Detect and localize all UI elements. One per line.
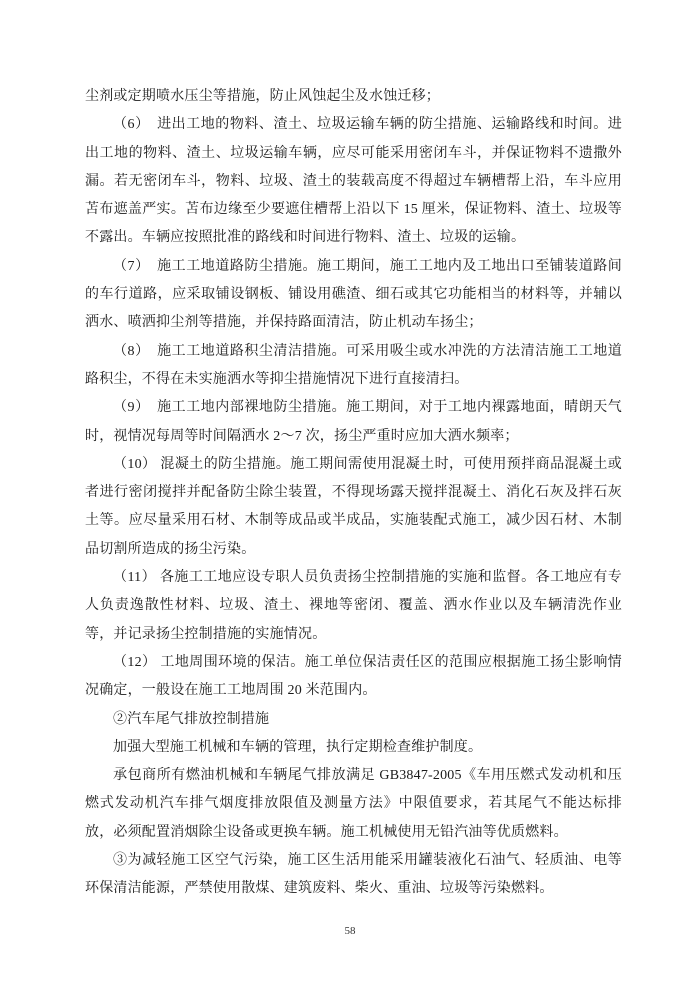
page-number: 58: [344, 925, 356, 937]
paragraph: （12） 工地周围环境的保洁。施工单位保洁责任区的范围应根据施工扬尘影响情况确定，一般设在施工工地周围 20 米范围内。: [85, 654, 622, 699]
paragraph: 承包商所有燃油机械和车辆尾气排放满足 GB3847-2005《车用压燃式发动机和压燃式发动机汽车排气烟度排放限值及测量方法》中限值要求，若其尾气不能达标排放，必须配置消烟除尘设备或更换车辆。施工机械使用无铅汽油等优质燃料。: [85, 768, 622, 840]
paragraph: （9） 施工工地内部裸地防尘措施。施工期间，对于工地内裸露地面，晴朗天气时，视情况每周等时间隔洒水 2～7 次，扬尘严重时应加大洒水频率；: [85, 400, 622, 444]
paragraph: 尘剂或定期喷水压尘等措施，防止风蚀起尘及水蚀迁移；: [85, 89, 440, 104]
paragraph: ②汽车尾气排放控制措施: [113, 711, 270, 727]
paragraph: （8） 施工工地道路积尘清洁措施。可采用吸尘或水冲洗的方法清洁施工工地道路积尘，不得在未实施洒水等抑尘措施情况下进行直接清扫。: [85, 343, 622, 387]
paragraph: （7） 施工工地道路防尘措施。施工期间，施工工地内及工地出口至铺装道路间的车行道路，应采取铺设钢板、铺设用礁渣、细石或其它功能相当的材料等，并辅以洒水、喷洒抑尘剂等措施，并保持路面清洁，防止机动车扬尘；: [85, 258, 622, 331]
paragraph: 加强大型施工机械和车辆的管理，执行定期检查维护制度。: [113, 739, 483, 755]
document-body: [85, 83, 622, 904]
paragraph: （6） 进出工地的物料、渣土、垃圾运输车辆的防尘措施、运输路线和时间。进出工地的物料、渣土、垃圾运输车辆，应尽可能采用密闭车斗，并保证物料不遗撒外漏。若无密闭车斗，物料、垃圾、渣土的装载高度不得超过车辆槽帮上沿，车斗应用苫布遮盖严实。苫布边缘至少要遮住槽帮上沿以下 15 厘米，保证物料、渣土、垃圾等不露出。车辆应按照批准的路线和时间进行物料、渣土、垃圾的运输。: [85, 117, 622, 246]
paragraph: （10） 混凝土的防尘措施。施工期间需使用混凝土时，可使用预拌商品混凝土或者进行密闭搅拌并配备防尘除尘装置，不得现场露天搅拌混凝土、消化石灰及拌石灰土等。应尽量采用石材、木制等成品或半成品，实施装配式施工，减少因石材、木制品切割所造成的扬尘污染。: [85, 456, 622, 557]
paragraph: （11） 各施工工地应设专职人员负责扬尘控制措施的实施和监督。各工地应有专人负责逸散性材料、垃圾、渣土、裸地等密闭、覆盖、洒水作业以及车辆清洗作业等，并记录扬尘控制措施的实施情况。: [85, 570, 622, 642]
paragraph: ③为减轻施工区空气污染，施工区生活用能采用罐装液化石油气、轻质油、电等环保清洁能源，严禁使用散煤、建筑废料、柴火、重油、垃圾等污染燃料。: [85, 853, 622, 897]
